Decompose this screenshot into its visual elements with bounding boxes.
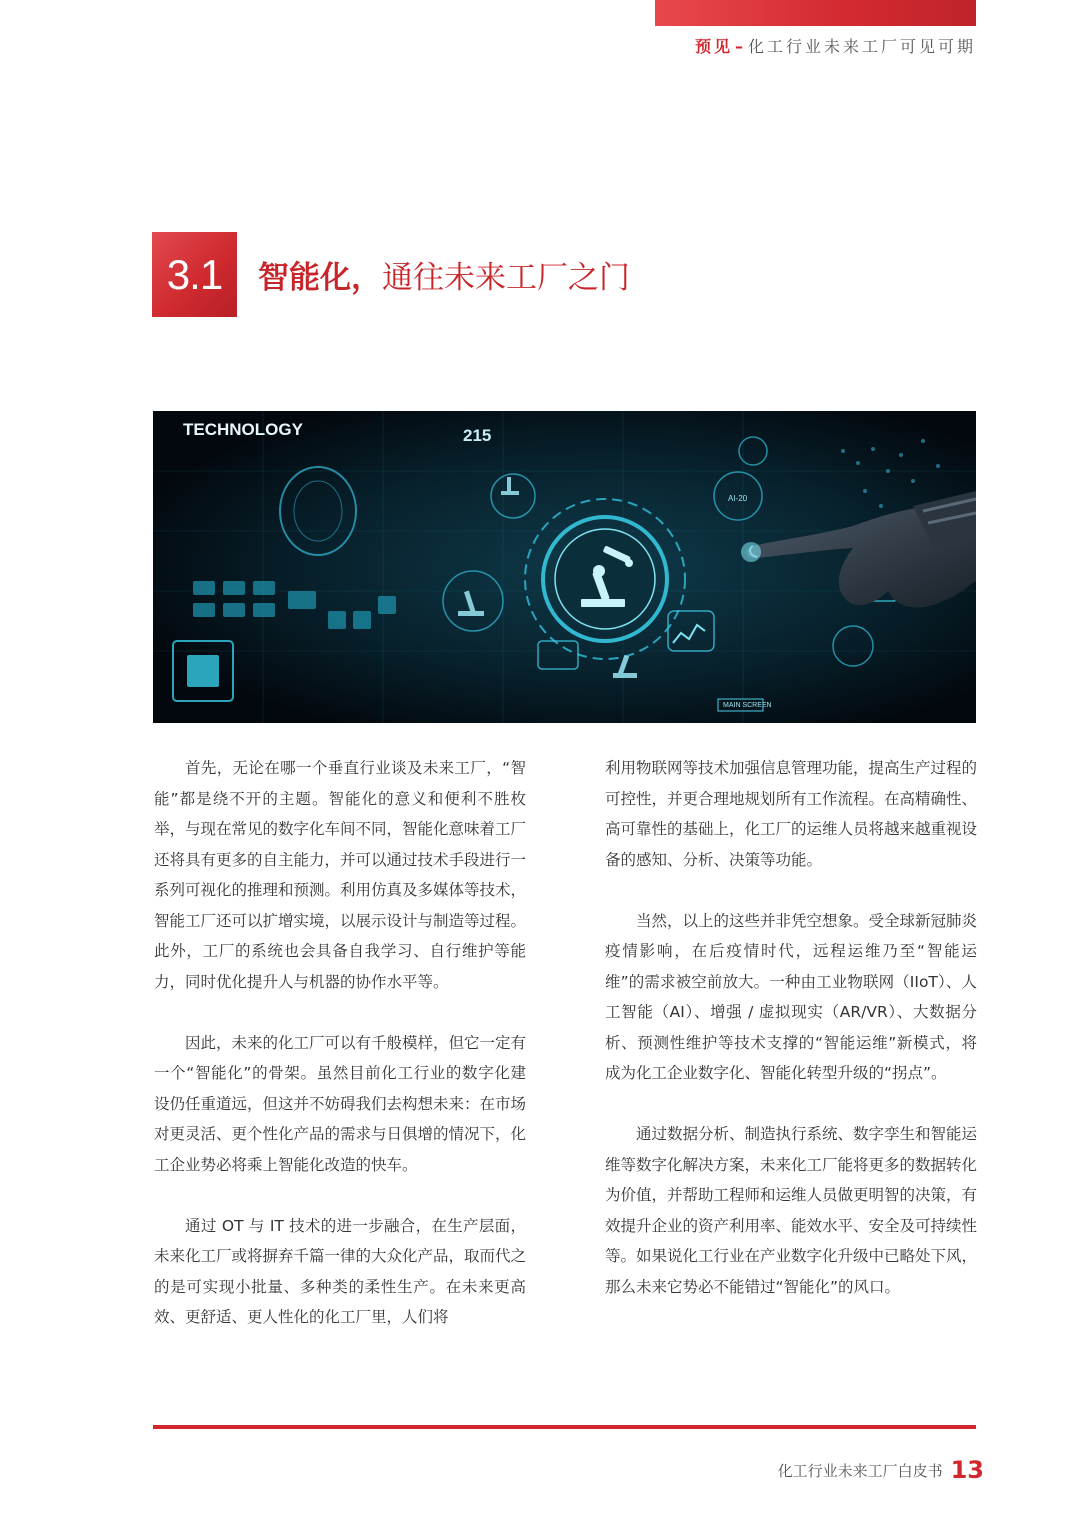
- section-title: [258, 250, 630, 298]
- paragraph-left-2: 因此，未来的化工厂可以有千般模样，但它一定有一个“智能化”的骨架。虽然目前化工行业的数字化建设仍任重道远，但这并不妨碍我们去构想未来：在市场对更灵活、更个性化产品的需求与日俱增的情况下，化工企业势必将乘上智能化改造的快车。: [154, 1033, 527, 1174]
- section-number-box: [152, 232, 237, 317]
- header-accent: 预见: [694, 37, 733, 56]
- section-title-light: 通往未来工厂之门: [382, 259, 630, 296]
- overlay-tag: AI-20: [728, 494, 748, 503]
- hero-image: [153, 411, 976, 723]
- page-footer: [778, 1454, 984, 1486]
- page-number: 13: [950, 1456, 984, 1484]
- running-header: [695, 34, 976, 57]
- overlay-label: MAIN SCREEN: [723, 702, 772, 709]
- paragraph-right-3: 通过数据分析、制造执行系统、数字孪生和智能运维等数字化解决方案，未来化工厂能将更多的数据转化为价值，并帮助工程师和运维人员做更明智的决策，有效提升企业的资产利用率、能效水平、安全及可持续性等。如果说化工行业在产业数字化升级中已略处下风，那么未来它势必不能错过“智能化”的风口。: [605, 1125, 978, 1296]
- paragraph-left-1: 首先，无论在哪一个垂直行业谈及未来工厂，“智能”都是绕不开的主题。智能化的意义和便利不胜枚举，与现在常见的数字化车间不同，智能化意味着工厂还将具有更多的自主能力，并可以通过技术手段进行一系列可视化的推理和预测。利用仿真及多媒体等技术，智能工厂还可以扩增实境，以展示设计与制造等过程。此外，工厂的系统也会具备自我学习、自行维护等能力，同时优化提升人与机器的协作水平等。: [154, 759, 527, 991]
- section-number: 3.1: [166, 250, 223, 298]
- body-column-left: [154, 753, 526, 1333]
- header-subtitle: 化工行业未来工厂可见可期: [747, 37, 976, 56]
- footer-rule: [153, 1425, 976, 1429]
- technology-illustration: [153, 411, 976, 723]
- paragraph-right-2: 当然，以上的这些并非凭空想象。受全球新冠肺炎疫情影响，在后疫情时代，远程运维乃至“智能运维”的需求被空前放大。一种由工业物联网（IIoT）、人工智能（AI）、增强 / 虚拟现实（AR/VR）、大数据分析、预测性维护等技术支撑的“智能运维”新模式，将成为化工企业数字化、智能化转型升级的“拐点”。: [605, 911, 978, 1082]
- paragraph-left-3: 通过 OT 与 IT 技术的进一步融合，在生产层面，未来化工厂或将摒弃千篇一律的大众化产品，取而代之的是可实现小批量、多种类的柔性生产。在未来更高效、更舒适、更人性化的化工厂里，人们将: [154, 1216, 527, 1326]
- header-separator: –: [734, 37, 746, 56]
- footer-title: 化工行业未来工厂白皮书: [777, 1461, 943, 1480]
- section-title-bold: 智能化，: [258, 259, 382, 296]
- overlay-number: 215: [463, 426, 492, 445]
- body-column-right: [605, 753, 977, 1302]
- top-accent-bar: [655, 0, 976, 26]
- paragraph-right-1: 利用物联网等技术加强信息管理功能，提高生产过程的可控性，并更合理地规划所有工作流程。在高精确性、高可靠性的基础上，化工厂的运维人员将越来越重视设备的感知、分析、决策等功能。: [605, 759, 978, 869]
- overlay-title: TECHNOLOGY: [183, 420, 303, 439]
